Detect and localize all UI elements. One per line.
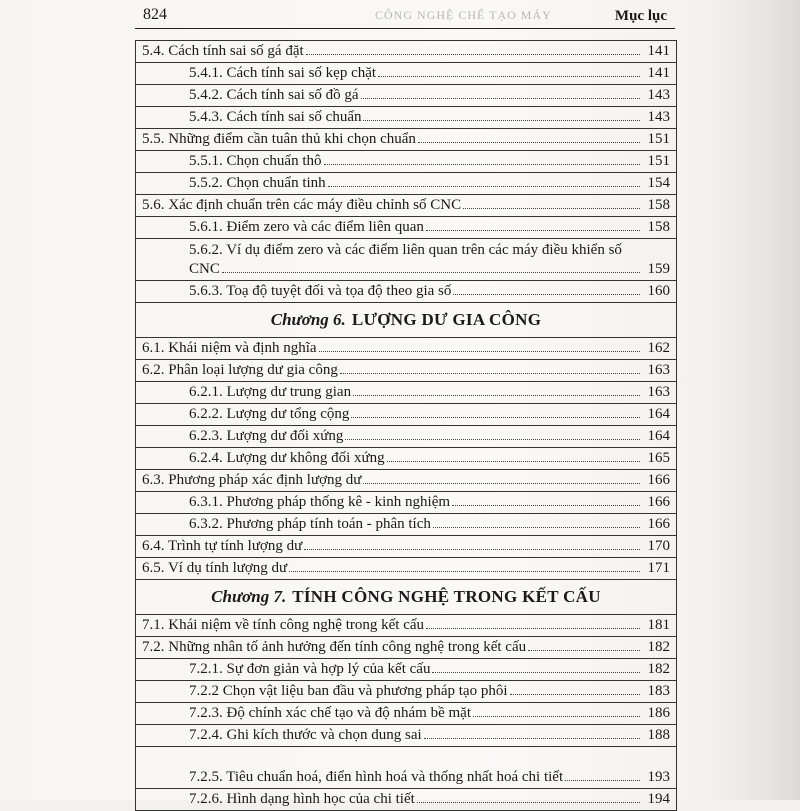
dot-leader [528,649,639,651]
toc-subsection-entry[interactable] [136,659,676,681]
chapter-title: TÍNH CÔNG NGHỆ TRONG KẾT CẤU [292,587,601,606]
dot-leader [387,460,640,462]
toc-page-number: 151 [647,153,670,169]
toc-entry-title [189,405,644,424]
toc-entry-text: 6.2.4. Lượng dư không đối xứng [189,450,385,466]
toc-subsection-entry[interactable] [136,382,676,404]
toc-subsection-entry[interactable] [136,85,676,107]
toc-entry-text: 6.3. Phương pháp xác định lượng dư [142,472,362,488]
toc-entry-title [189,704,644,723]
toc-page-number: 166 [647,494,670,510]
toc-entry-text: 6.2.3. Lượng dư đối xứng [189,428,344,444]
dot-leader [289,570,639,572]
page-curl-shadow [710,0,800,800]
dot-leader [424,737,640,739]
dot-leader [463,207,639,209]
toc-entry-title [189,682,644,701]
toc-entry-text: 6.2. Phân loại lượng dư gia công [142,362,338,378]
toc-entry-title [142,471,644,490]
toc-entry-title [189,660,644,679]
toc-entry-title [189,515,644,534]
toc-entry-text: 6.5. Ví dụ tính lượng dư [142,560,288,576]
dot-leader [510,693,640,695]
toc-page-number: 166 [647,516,670,532]
toc-entry-title [189,427,644,446]
dot-leader [565,779,639,781]
toc-subsection-entry[interactable] [136,217,676,239]
page-header [135,6,675,29]
toc-entry-title [142,196,644,215]
chapter-heading [136,303,676,338]
toc-entry-text: 6.4. Trình tự tính lượng dư [142,538,303,554]
toc-page-number: 141 [647,43,670,59]
dot-leader [351,416,639,418]
toc-section-entry[interactable] [136,129,676,151]
toc-page-number: 164 [647,428,670,444]
toc-entry-title [189,383,644,402]
dot-leader [473,715,640,717]
toc-subsection-entry[interactable] [136,239,676,281]
page-number: 824 [143,6,167,23]
toc-subsection-entry[interactable] [136,681,676,703]
toc-entry-text: 5.6.3. Toạ độ tuyệt đối và tọa độ theo gia số [189,283,452,299]
toc-page-number: 188 [647,727,670,743]
dot-leader [353,394,639,396]
toc-entry-text: 5.4. Cách tính sai số gá đặt [142,43,304,59]
toc-entry-title [142,537,644,556]
toc-page-number: 164 [647,406,670,422]
toc-subsection-entry[interactable] [136,725,676,747]
toc-entry-title [189,241,644,279]
toc-page-number: 181 [647,617,670,633]
toc-page-number: 159 [647,261,670,277]
chapter-label: Chương 7. [211,587,287,606]
toc-page-number: 171 [647,560,670,576]
toc-entry-title [189,493,644,512]
toc-entry-title [189,108,644,127]
toc-page-number: 166 [647,472,670,488]
toc-page-number: 143 [647,87,670,103]
toc-entry-text: 7.2.6. Hình dạng hình học của chi tiết [189,791,415,807]
dot-leader [328,185,640,187]
toc-entry-text: 7.2.1. Sự đơn giản và hợp lý của kết cấu [189,661,431,677]
toc-entry-text: 7.2.5. Tiêu chuẩn hoá, điển hình hoá và thống nhất hoá chi tiết [189,769,564,785]
toc-subsection-entry[interactable] [136,107,676,129]
toc-entry-text: 5.4.3. Cách tính sai số chuẩn [189,109,362,125]
toc-section-entry[interactable] [136,41,676,63]
toc-entry-text: 5.6.1. Điểm zero và các điểm liên quan [189,219,424,235]
dot-leader [426,229,640,231]
toc-section-entry[interactable] [136,195,676,217]
toc-entry-title [189,768,644,787]
toc-entry-title [189,282,644,301]
toc-entry-text: 7.2.3. Độ chính xác chế tạo và độ nhám bề mặt [189,705,471,721]
dot-leader [453,293,639,295]
toc-page-number: 163 [647,384,670,400]
toc-page-number: 170 [647,538,670,554]
toc-section-entry[interactable] [136,558,676,580]
toc-entry-title [189,152,644,171]
toc-page-number: 165 [647,450,670,466]
chapter-label: Chương 6. [270,310,346,329]
dot-leader [378,75,639,77]
toc-page-number: 193 [647,769,670,785]
dot-leader [361,97,640,99]
toc-page-number: 154 [647,175,670,191]
toc-entry-text: 7.1. Khái niệm về tính công nghệ trong kết cấu [142,617,425,633]
toc-subsection-entry[interactable] [136,151,676,173]
toc-entry-text: 5.6.2. Ví dụ điểm zero và các điểm liên quan trên các máy điều khiển số CNC [189,242,622,277]
bleed-through-header: CÔNG NGHỆ CHẾ TẠO MÁY [375,8,552,22]
toc-subsection-entry[interactable] [136,789,676,811]
toc-section-entry[interactable] [136,637,676,659]
toc-subsection-entry[interactable] [136,426,676,448]
dot-leader [222,271,640,273]
toc-page-number: 182 [647,661,670,677]
toc-entry-title [142,559,644,578]
dot-leader [417,801,640,803]
toc-page-number: 162 [647,340,670,356]
toc-section-entry[interactable] [136,338,676,360]
toc-subsection-entry[interactable] [136,173,676,195]
dot-leader [345,438,639,440]
toc-entry-text: 5.5. Những điểm cần tuân thủ khi chọn chuẩn [142,131,416,147]
toc-entry-text: 5.6. Xác định chuẩn trên các máy điều chỉnh số CNC [142,197,462,213]
toc-entry-text: 5.4.1. Cách tính sai số kẹp chặt [189,65,377,81]
toc-page-number: 143 [647,109,670,125]
dot-leader [319,350,640,352]
section-title: Mục lục [614,8,667,24]
toc-entry-title [189,64,644,83]
toc-page-number: 186 [647,705,670,721]
toc-subsection-entry[interactable] [136,448,676,470]
toc-entry-text: 6.2.1. Lượng dư trung gian [189,384,352,400]
toc-subsection-entry[interactable] [136,514,676,536]
toc-entry-text: 6.3.2. Phương pháp tính toán - phân tích [189,516,431,532]
dot-leader [363,482,639,484]
toc-entry-title [142,130,644,149]
toc-page-number: 141 [647,65,670,81]
chapter-title: LƯỢNG DƯ GIA CÔNG [351,310,542,329]
toc-entry-text: 5.5.2. Chọn chuẩn tinh [189,175,326,191]
toc-entry-title [189,174,644,193]
dot-leader [426,627,639,629]
toc-subsection-entry[interactable] [136,404,676,426]
toc-entry-title [189,86,644,105]
table-of-contents [135,40,677,811]
toc-page-number: 182 [647,639,670,655]
toc-entry-title [142,339,644,358]
toc-entry-text: 7.2.2 Chọn vật liệu ban đầu và phương pháp tạo phôi [189,683,508,699]
toc-entry-text: 5.5.1. Chọn chuẩn thô [189,153,322,169]
toc-subsection-entry[interactable] [136,492,676,514]
toc-entry-text: 6.1. Khái niệm và định nghĩa [142,340,317,356]
dot-leader [306,53,640,55]
toc-entry-text: 7.2.4. Ghi kích thước và chọn dung sai [189,727,422,743]
toc-page-number: 194 [647,791,670,807]
toc-page-number: 163 [647,362,670,378]
dot-leader [304,548,639,550]
toc-entry-title [189,726,644,745]
toc-entry-title [142,42,644,61]
toc-entry-text: 6.2.2. Lượng dư tổng cộng [189,406,350,422]
toc-section-entry[interactable] [136,470,676,492]
toc-page-number: 158 [647,197,670,213]
dot-leader [432,671,639,673]
toc-entry-title [142,616,644,635]
toc-page-number: 160 [647,283,670,299]
dot-leader [452,504,639,506]
toc-subsection-entry[interactable] [136,281,676,303]
toc-page-number: 151 [647,131,670,147]
toc-entry-text: 7.2. Những nhân tố ảnh hưởng đến tính công nghệ trong kết cấu [142,639,527,655]
toc-entry-text: 5.4.2. Cách tính sai số đồ gá [189,87,359,103]
dot-leader [340,372,640,374]
toc-entry-title [189,449,644,468]
dot-leader [418,141,640,143]
dot-leader [324,163,640,165]
toc-section-entry[interactable] [136,360,676,382]
toc-subsection-entry[interactable] [136,747,676,789]
toc-subsection-entry[interactable] [136,703,676,725]
toc-entry-text: 6.3.1. Phương pháp thống kê - kinh nghiệm [189,494,451,510]
dot-leader [363,119,639,121]
chapter-heading [136,580,676,615]
toc-page-number: 183 [647,683,670,699]
toc-entry-title [189,218,644,237]
toc-section-entry[interactable] [136,536,676,558]
toc-page-number: 158 [647,219,670,235]
dot-leader [433,526,640,528]
toc-entry-title [142,638,644,657]
toc-section-entry[interactable] [136,615,676,637]
toc-entry-title [142,361,644,380]
toc-subsection-entry[interactable] [136,63,676,85]
